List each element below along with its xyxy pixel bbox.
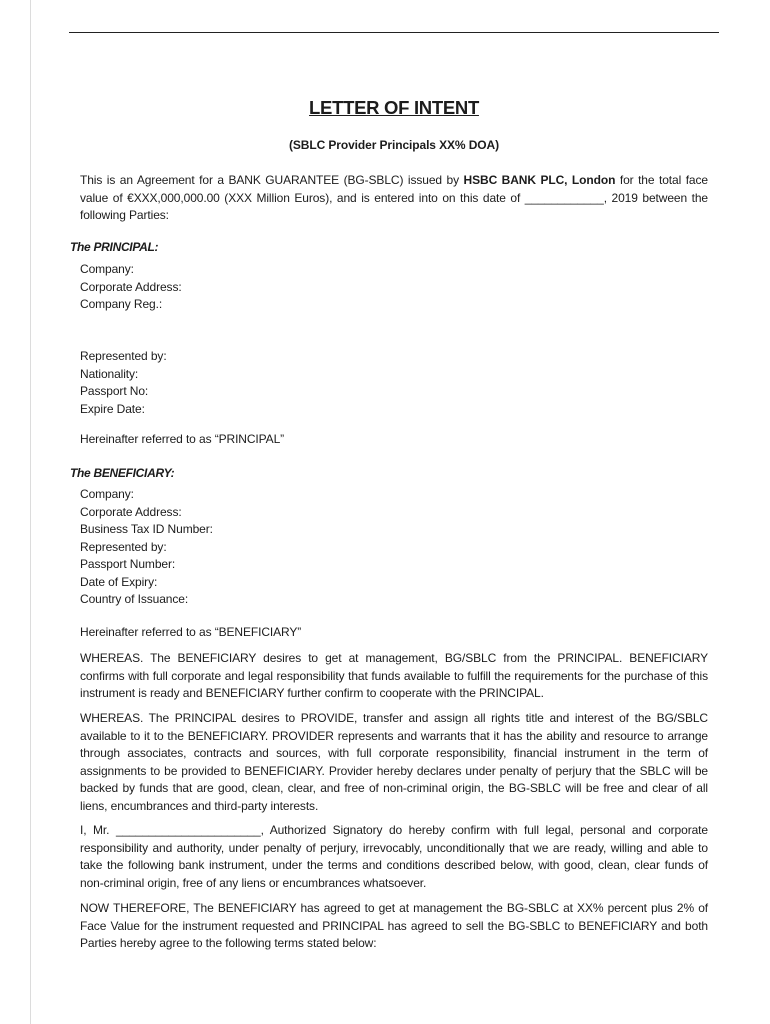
beneficiary-fields: [80, 486, 213, 609]
principal-company-fields: [80, 261, 182, 314]
whereas-principal-paragraph: WHEREAS. The PRINCIPAL desires to PROVIDE, transfer and assign all rights title and interest of the BG/SBLC available to it to the BENEFICIARY. PROVIDER represents and warrants that it has the ability and resource to arrange through associates, contracts and sources, with full corporate responsibility, financial instrument in the term of assignments to be provided to BENEFICIARY. Provider hereby declares under penalty of perjury that the SBLC will be backed by funds that are good, clean, clear, and free of non-criminal origin, the BG-SBLC will be free and clear of all liens, encumbrances and third-party interests.: [80, 711, 708, 813]
intro-text-2: for the total face value of €XXX,000,000.00 (XXX Million Euros), and is entered into on this date of ____________, 2019 between the following Parties:: [80, 173, 708, 222]
field-label: Corporate Address:: [80, 504, 182, 519]
field-label: Company:: [80, 487, 134, 501]
whereas-beneficiary-paragraph: WHEREAS. The BENEFICIARY desires to get at management, BG/SBLC from the PRINCIPAL. BENEFICIARY confirms with full corporate and legal responsibility that funds available to fulfill the requirements for the purchase of this instrument is ready and BENEFICIARY further confirm to cooperate with the PRINCIPAL.: [80, 651, 708, 700]
intro-paragraph: [80, 172, 708, 225]
field-label: Expire Date:: [80, 401, 145, 416]
page-left-edge: [30, 0, 31, 1024]
document-title: LETTER OF INTENT: [309, 97, 479, 118]
field-label: Passport Number:: [80, 557, 176, 571]
principal-representative-fields: [80, 348, 167, 418]
field-label: Date of Expiry:: [80, 574, 158, 589]
field-label: Passport No:: [80, 384, 149, 398]
field-label: Nationality:: [80, 366, 139, 381]
principal-heading: The PRINCIPAL:: [70, 240, 159, 254]
signatory-paragraph: I, Mr. ______________________, Authorized Signatory do hereby confirm with full legal, personal and corporate responsibility and authority, under penalty of perjury, irrevocably, unconditionally that we are ready, willing and able to take the following bank instrument, under the terms and conditions described below, with good, clean, clear funds of non-criminal origin, free of any liens or encumbrances whatsoever.: [80, 823, 708, 890]
beneficiary-heading: The BENEFICIARY:: [70, 466, 175, 480]
field-label: Corporate Address:: [80, 279, 182, 294]
field-label: Represented by:: [80, 349, 167, 363]
header-rule: [69, 32, 719, 33]
intro-text-1: This is an Agreement for a BANK GUARANTEE (BG-SBLC) issued by: [80, 173, 464, 187]
field-label: Business Tax ID Number:: [80, 522, 213, 536]
field-label: Company Reg.:: [80, 297, 163, 311]
issuing-bank: HSBC BANK PLC, London: [463, 173, 616, 187]
beneficiary-referred: Hereinafter referred to as “BENEFICIARY”: [80, 625, 302, 639]
field-label: Company:: [80, 262, 134, 276]
field-label: Represented by:: [80, 539, 167, 554]
principal-referred: Hereinafter referred to as “PRINCIPAL”: [80, 432, 285, 446]
field-label: Country of Issuance:: [80, 592, 189, 606]
document-subtitle: (SBLC Provider Principals XX% DOA): [289, 138, 499, 152]
now-therefore-paragraph: NOW THEREFORE, The BENEFICIARY has agreed to get at management the BG-SBLC at XX% percent plus 2% of Face Value for the instrument requested and PRINCIPAL has agreed to sell the BG-SBLC to BENEFICIARY and both Parties hereby agree to the following terms stated below:: [80, 901, 708, 950]
